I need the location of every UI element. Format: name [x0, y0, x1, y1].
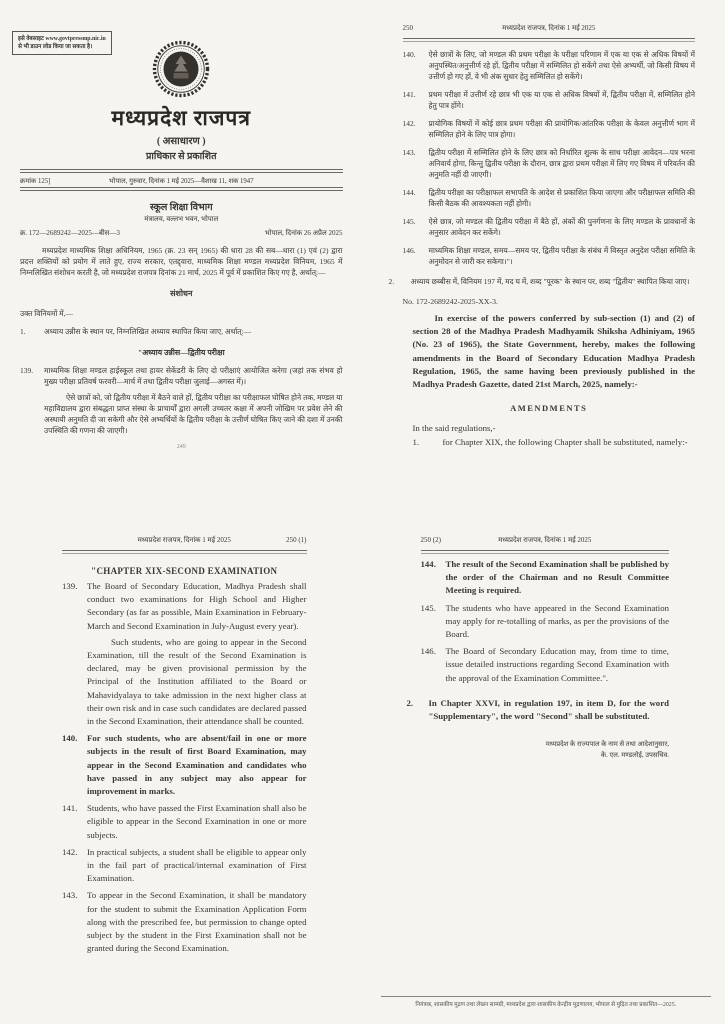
running-header	[403, 24, 696, 36]
notification-number: क्र. 172—2689242—2025—बीस—3	[20, 229, 120, 237]
regulation-item-139-hi	[20, 365, 343, 387]
issue-row	[20, 173, 343, 187]
header-divider	[421, 550, 670, 554]
item-text: प्रायोगिक विषयों में कोई छात्र प्रथम परीक्षा की प्रायोगिक/आंतरिक परीक्षा के केवल अनुत्तीर्ण भाग में सम्मिलित होने के लिए पात्र होगा।	[428, 119, 695, 139]
running-title: मध्यप्रदेश राजपत्र, दिनांक 1 मई 2025	[498, 536, 592, 544]
item-text: The result of the Second Examination shall be published by the order of the Chairman and no Result Committee Meeting is required.	[445, 559, 669, 596]
item-number: 139.	[20, 366, 34, 375]
notification-place-date: भोपाल, दिनांक 26 अप्रैल 2025	[264, 229, 343, 237]
item-text: ऐसे छात्रों के लिए, जो मण्डल की प्रथम परीक्षा के परीक्षा परिणाम में एक या एक से अधिक विषयों में अनुपस्थित/अनुत्तीर्ण रहे हों, द्वितीय परीक्षा में सम्मिलित हो सकेंगे तथा ऐसे अभ्यर्थी, जो किसी विषय में उत्तीर्ण हो गए हों, वे भी अंक सुधार हेतु सम्मिलित हो सकेंगे।	[428, 50, 695, 81]
item-text: माध्यमिक शिक्षा मण्डल हाईस्कूल तथा हायर सेकेंडरी के लिए दो परीक्षाएं आयोजित करेगा (जहां तक संभव हो मुख्य परीक्षा प्रतिवर्ष फरवरी—मार्च में तथा द्वितीय परीक्षा जुलाई—अगस्त में)।	[44, 366, 343, 386]
amendment-sub-item-1-en	[413, 436, 696, 449]
item-number: 144.	[402, 188, 416, 197]
download-info-box	[12, 31, 112, 55]
item-text: In practical subjects, a student shall be eligible to appear only in the fail part of practical/internal examination of First Examination.	[87, 846, 307, 884]
item-number: 141.	[402, 90, 416, 99]
running-header	[421, 536, 670, 548]
item-text: ऐसे छात्र, जो मण्डल की द्वितीय परीक्षा में बैठे हों, अंकों की पुनर्गणना के लिए मण्डल के प्रावधानों के अनुसार आवेदन कर सकेंगे।	[428, 217, 695, 237]
running-title: मध्यप्रदेश राजपत्र, दिनांक 1 मई 2025	[137, 536, 231, 544]
amendment-item-1	[20, 326, 343, 337]
regulation-item-143-hi	[403, 147, 696, 180]
regulation-item-140-en	[62, 732, 307, 798]
running-title: मध्यप्रदेश राजपत्र, दिनांक 1 मई 2025	[502, 24, 596, 32]
item-text: For such students, who are absent/fail in one or more subjects in the result of first Board Examination, may appear in the Second Examination and candidates who have passed in any subject may also appear for improvement in marks.	[87, 733, 307, 797]
running-page-number: 250 (2)	[420, 536, 441, 544]
chapter-heading-english: "CHAPTER XIX-SECOND EXAMINATION	[91, 566, 278, 576]
item-text: Students, who have passed the First Examination shall also be eligible to appear in the Second Examination in one or more subjects.	[87, 803, 307, 840]
department-name: स्कूल शिक्षा विभाग	[149, 203, 213, 213]
regulation-item-145-hi	[403, 216, 696, 238]
running-page-number: 250 (1)	[286, 536, 307, 544]
issue-number: क्रमांक 125]	[20, 178, 51, 185]
regulation-item-139-en	[62, 580, 307, 633]
item-number: 144.	[420, 559, 436, 569]
item-number: 2.	[388, 277, 395, 286]
item-number: 145.	[402, 217, 416, 226]
item-number: 140.	[402, 50, 416, 59]
item-number: 140.	[62, 733, 78, 744]
header-divider	[403, 38, 696, 42]
item-text: प्रथम परीक्षा में उत्तीर्ण रहे छात्र भी एक या एक से अधिक विषयों में, द्वितीय परीक्षा में, सम्मिलित होने हेतु पात्र होंगे।	[428, 90, 695, 110]
english-notification-number: No. 172-2689242-2025-XX-3.	[402, 297, 499, 306]
regulation-item-141-hi	[403, 89, 696, 111]
signatory-name-designation: के. एल. मण्डलोई, उपसचिव.	[600, 752, 669, 760]
department-address: मंत्रालय, वल्लभ भवन, भोपाल	[144, 215, 219, 223]
signature-block	[421, 739, 670, 761]
item-number: 145.	[420, 602, 436, 613]
amendment-item-2-hi	[389, 276, 696, 287]
regulation-item-139-hi-para2: ऐसे छात्रों को, जो द्वितीय परीक्षा में बैठने वाले हों, द्वितीय परीक्षा का परीक्षाफल घोषित होने तक, मण्डल या महाविद्यालय द्वारा संबद्धता प्राप्त संस्था के प्राचार्यों द्वारा अगली उच्चतर कक्षा में अपनी जोखिम पर प्रवेश लेने की अस्थायी अनुमति दी जा सकेगी और ऐसे अभ्यर्थियों के द्वितीय परीक्षा के उत्तीर्ण घोषित किए जाने की दशा में उनकी उपस्थिति की गणना की जाएगी।	[44, 393, 343, 435]
item-number: 2.	[406, 697, 414, 708]
notification-ref-row	[20, 229, 343, 238]
item-number: 146.	[402, 246, 416, 255]
page-number: 249	[176, 444, 186, 450]
signature-by-order: मध्यप्रदेश के राज्यपाल के नाम से तथा आदेशानुसार,	[545, 741, 669, 749]
gazette-title: मध्यप्रदेश राजपत्र	[111, 106, 251, 130]
gazette-page-3	[0, 512, 363, 1024]
regulation-item-141-en	[62, 802, 307, 842]
item-text: The Board of Secondary Education, Madhya Pradesh shall conduct two examinations for High School and Higher Secondary (as far as possible, Main Examination in February-March and Second Examination in July-August every year).	[87, 581, 307, 631]
running-header	[62, 536, 307, 548]
item-number: 1.	[20, 327, 26, 336]
item-number: 139.	[62, 581, 78, 591]
intro-paragraph: मध्यप्रदेश माध्यमिक शिक्षा अधिनियम, 1965 (क्र. 23 सन् 1965) की धारा 28 की सब—धारा (1) एवं (2) द्वारा प्रदत्त शक्तियों को प्रयोग में लाते हुए, राज्य सरकार, एतद्द्वारा, माध्यमिक शिक्षा मण्डल मध्यप्रदेश विनियम, 1965 में निम्नलिखित संशोधन करती है, जो मध्यप्रदेश राजपत्र दिनांक 21 मार्च, 2025 में पूर्व में प्रकाशित किए गए है, अर्थात्:—	[20, 246, 343, 277]
issue-date-line: भोपाल, गुरुवार, दिनांक 1 मई 2025—वैशाख 11, शक 1947	[108, 178, 254, 185]
download-note-line1: इसे वेबसाइट www.govtpressmp.nic.in	[18, 36, 106, 42]
gazette-page-1	[0, 0, 363, 512]
imprint-line: नियंत्रक, शासकीय मुद्रण तथा लेखन सामग्री, मध्यप्रदेश द्वारा शासकीय केन्द्रीय मुद्रणालय, भोपाल से मुद्रित तथा प्रकाशित—2025.	[415, 1002, 677, 1008]
item-text: To appear in the Second Examination, it shall be mandatory for the student to submit the Examination Application Form along with the prescribed fee, but permission to change opted subject by the student in the First Examination shall not be granted during the Second Examination.	[87, 890, 307, 954]
item-number: 142.	[62, 846, 78, 857]
regulation-item-139-en-para2: Such students, who are going to appear in the Second Examination, till the result of the Second Examination is declared, may be given provisional permission by the Principal of the Institution affiliated to the Board or Mahavidyalaya to take admission in the next higher class at their own risk and in case such candidates are declared passed in the Second Examination, their attendance shall be counted.	[87, 636, 307, 727]
item-number: 142.	[402, 119, 416, 128]
gazette-subtitle-authority: प्राधिकार से प्रकाशित	[146, 152, 217, 162]
gazette-page-4	[363, 512, 725, 1024]
item-text: अध्याय उन्नीस के स्थान पर, निम्नलिखित अध्याय स्थापित किया जाए, अर्थात्:—	[44, 327, 252, 336]
english-intro-paragraph: In exercise of the powers conferred by sub-section (1) and (2) of section 28 of the Madhya Pradesh Madhyamik Shiksha Adhiniyam, 1965 (No. 23 of 1965), the State Government, hereby, makes the following amendments in the Board of Secondary Education Madhya Pradesh Regulation, 1965, the same having been previously published in the Madhya Pradesh Gazette, dated 21st March, 2025, namely:-	[412, 313, 695, 390]
in-regulations-line: उक्त विनियमों में,—	[20, 309, 74, 318]
item-number: 143.	[402, 148, 416, 157]
amendment-item-2-en	[407, 697, 670, 723]
item-number: 143.	[62, 890, 78, 901]
in-said-regulations-line: In the said regulations,-	[412, 423, 496, 434]
header-divider	[62, 550, 307, 554]
item-number: 1.	[412, 437, 420, 448]
item-text: द्वितीय परीक्षा में सम्मिलित होने के लिए छात्र को निर्धारित शुल्क के साथ परीक्षा आवेदन—पत्र भरना अनिवार्य होगा, किन्तु द्वितीय परीक्षा के दौरान, छात्र द्वारा प्रथम परीक्षा में लिए गए विषय में परिवर्तन की अनुमति नहीं दी जाएगी।	[428, 148, 695, 179]
item-text: द्वितीय परीक्षा का परीक्षाफल सभापति के आदेश से प्रकाशित किया जाएगा और परीक्षाफल समिति की किसी बैठक की आवश्यकता नहीं होगी।	[428, 188, 695, 208]
masthead-divider-bottom	[20, 187, 343, 191]
item-text: for Chapter XIX, the following Chapter shall be substituted, namely:-	[442, 437, 688, 448]
gazette-subtitle-extraordinary: ( असाधारण )	[156, 136, 206, 147]
item-text: In Chapter XXVI, in regulation 197, in item D, for the word "Supplementary", the word "Second" shall be substituted.	[428, 697, 669, 722]
footer-divider	[381, 996, 712, 997]
gazette-page-2	[363, 0, 725, 512]
regulation-item-140-hi	[403, 49, 696, 82]
regulation-item-142-en	[62, 846, 307, 886]
regulation-item-146-en	[421, 645, 670, 685]
regulation-item-146-hi	[403, 245, 696, 267]
imprint-footer	[381, 996, 712, 1008]
regulation-item-144-en	[421, 558, 670, 598]
running-page-number: 250	[402, 24, 413, 32]
amendments-heading: AMENDMENTS	[510, 403, 588, 414]
item-text: The Board of Secondary Education may, from time to time, issue detailed instructions regarding Second Examination with the approval of the Examination Committee.".	[445, 646, 669, 683]
amendment-heading: संशोधन	[170, 289, 193, 298]
item-number: 141.	[62, 803, 78, 814]
chapter-heading-hindi: "अध्याय उन्नीस—द्वितीय परीक्षा	[137, 348, 225, 357]
item-text: माध्यमिक शिक्षा मण्डल, समय—समय पर, द्वितीय परीक्षा के संबंध में विस्तृत अनुदेश परीक्षा समिति के अनुमोदन से जारी कर सकेगा।"।	[428, 246, 695, 266]
regulation-item-144-hi	[403, 187, 696, 209]
regulation-item-143-en	[62, 889, 307, 955]
item-text: अध्याय छब्बीस में, विनियम 197 में, मद घ में, शब्द "पूरक" के स्थान पर, शब्द "द्वितीय" स्थापित किया जाए।	[410, 277, 690, 286]
item-number: 146.	[420, 646, 436, 657]
regulation-item-145-en	[421, 602, 670, 642]
item-text: The students who have appeared in the Second Examination may apply for re-totalling of marks, as per the provisions of the Board.	[445, 602, 669, 640]
download-note-line2: से भी डाउन लोड किया जा सकता है।	[18, 44, 93, 50]
regulation-item-142-hi	[403, 118, 696, 140]
